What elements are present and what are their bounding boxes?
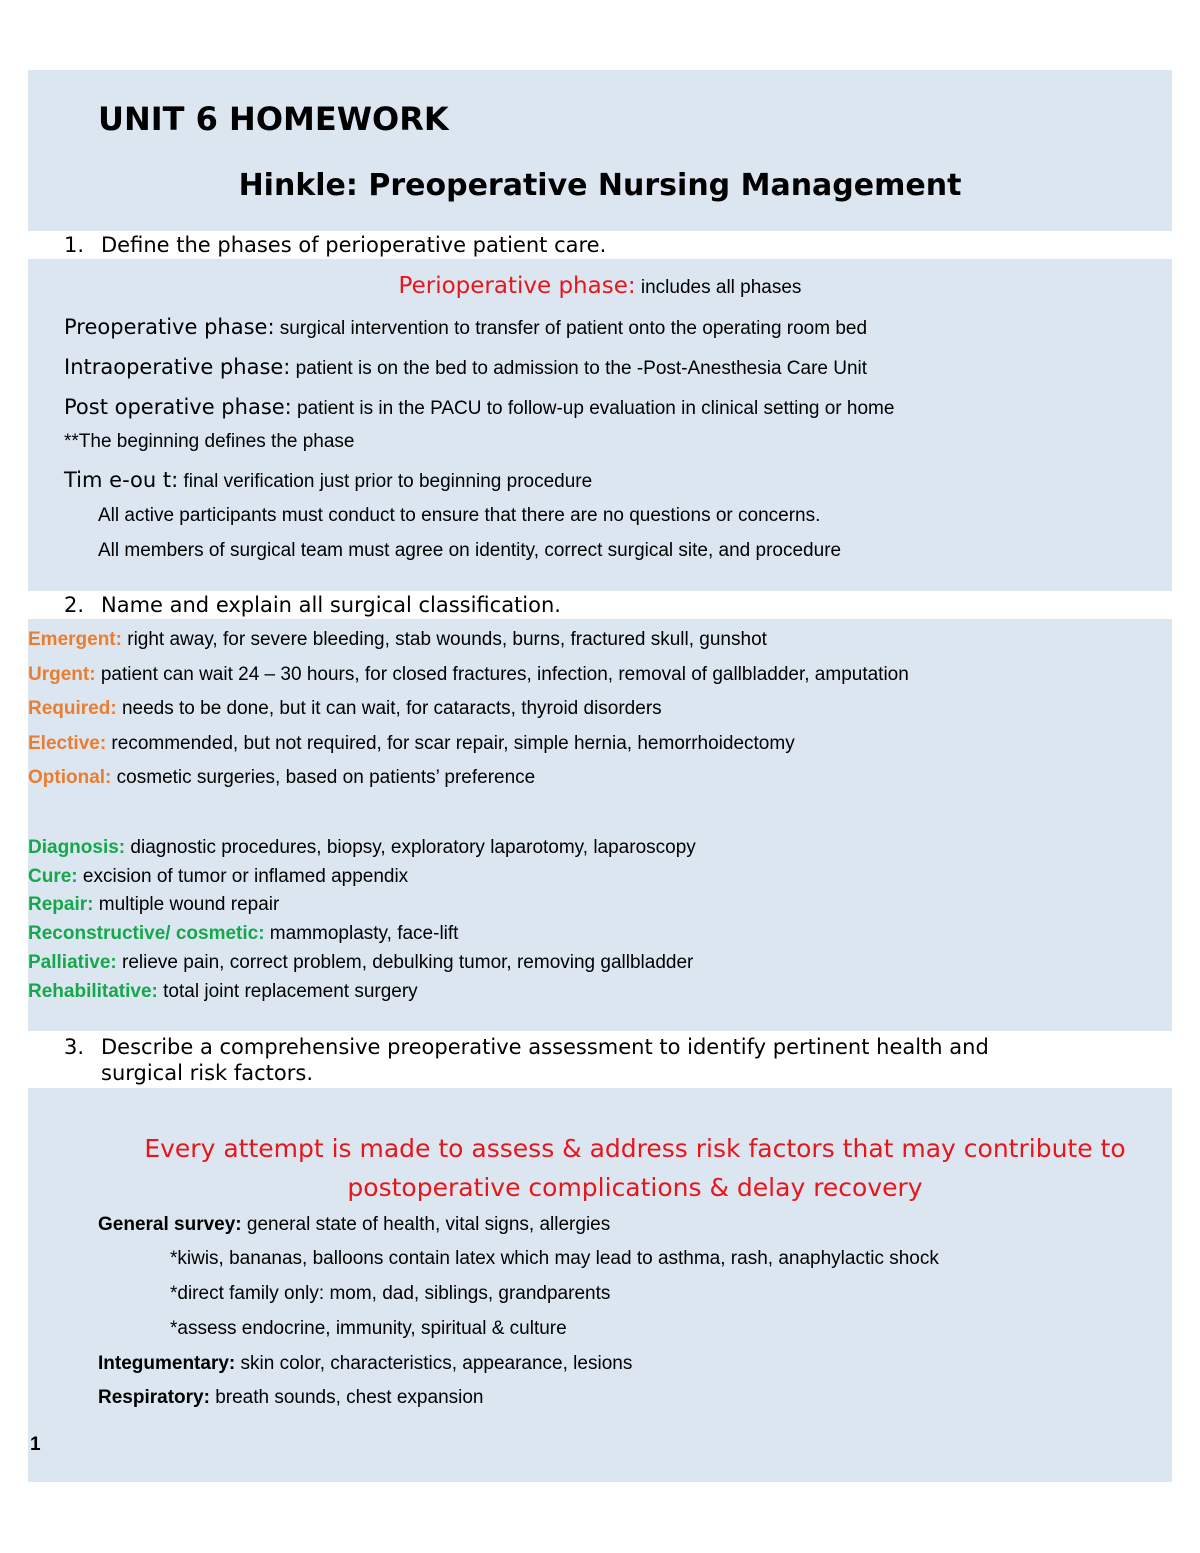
purpose-text: multiple wound repair: [93, 894, 280, 915]
phase-postoperative: [64, 395, 894, 420]
time-out-label: Tim e-ou t:: [64, 468, 179, 492]
phase-preoperative: [64, 315, 867, 340]
document-title: UNIT 6 HOMEWORK: [98, 100, 449, 138]
assessment-respiratory: [98, 1387, 484, 1409]
question-text: Describe a comprehensive preoperative assessment to identify pertinent health and: [101, 1035, 989, 1059]
purpose-repair: [28, 894, 279, 916]
classification-label: Emergent:: [28, 629, 122, 650]
phase-label: Intraoperative phase:: [64, 355, 291, 379]
question-number: 3.: [64, 1035, 85, 1059]
classification-text: cosmetic surgeries, based on patients’ preference: [111, 767, 536, 788]
assessment-general-survey: [98, 1214, 610, 1236]
assessment-note: *kiwis, bananas, balloons contain latex which may lead to asthma, rash, anaphylactic shock: [170, 1248, 939, 1269]
question-text: Define the phases of perioperative patient care.: [101, 233, 607, 257]
purpose-palliative: [28, 952, 693, 974]
assessment-text: breath sounds, chest expansion: [209, 1387, 484, 1408]
purpose-text: diagnostic procedures, biopsy, exploratory laparotomy, laparoscopy: [125, 837, 696, 858]
time-out: [64, 468, 592, 493]
question-text: surgical risk factors.: [101, 1061, 313, 1085]
classification-label: Elective:: [28, 733, 107, 754]
classification-text: needs to be done, but it can wait, for cataracts, thyroid disorders: [116, 698, 662, 719]
assessment-note: *assess endocrine, immunity, spiritual & culture: [170, 1318, 567, 1339]
classification-required: [28, 698, 662, 720]
question-1: [64, 233, 606, 257]
classification-label: Optional:: [28, 767, 112, 788]
purpose-reconstructive: [28, 923, 458, 945]
classification-label: Required:: [28, 698, 117, 719]
phase-text: patient is in the PACU to follow-up evaluation in clinical setting or home: [291, 398, 895, 419]
classification-urgent: [28, 664, 909, 686]
perioperative-text: includes all phases: [635, 277, 802, 298]
assessment-text: general state of health, vital signs, allergies: [241, 1214, 611, 1235]
classification-text: recommended, but not required, for scar repair, simple hernia, hemorrhoidectomy: [106, 733, 795, 754]
classification-label: Urgent:: [28, 664, 96, 685]
purpose-text: excision of tumor or inflamed appendix: [77, 866, 409, 887]
assessment-label: Integumentary:: [98, 1353, 236, 1374]
perioperative-phase: [0, 273, 1200, 299]
perioperative-label: Perioperative phase:: [398, 273, 636, 299]
purpose-diagnosis: [28, 837, 696, 859]
purpose-text: total joint replacement surgery: [157, 981, 418, 1002]
purpose-label: Diagnosis:: [28, 837, 126, 858]
question-number: 1.: [64, 233, 85, 257]
time-out-detail: All members of surgical team must agree on identity, correct surgical site, and procedure: [98, 540, 842, 561]
purpose-label: Palliative:: [28, 952, 117, 973]
question-text: Name and explain all surgical classification.: [101, 593, 561, 617]
classification-emergent: [28, 629, 767, 651]
phase-text: patient is on the bed to admission to the -Post-Anesthesia Care Unit: [290, 358, 868, 379]
purpose-cure: [28, 866, 408, 888]
document-subtitle: Hinkle: Preoperative Nursing Management: [238, 168, 962, 203]
purpose-text: relieve pain, correct problem, debulking tumor, removing gallbladder: [116, 952, 694, 973]
assessment-label: General survey:: [98, 1214, 242, 1235]
phase-note: **The beginning defines the phase: [64, 431, 355, 452]
time-out-detail: All active participants must conduct to ensure that there are no questions or concerns.: [98, 505, 821, 526]
classification-text: right away, for severe bleeding, stab wounds, burns, fractured skull, gunshot: [121, 629, 767, 650]
question-2: [64, 593, 561, 617]
assessment-label: Respiratory:: [98, 1387, 210, 1408]
phase-intraoperative: [64, 355, 867, 380]
assessment-text: skin color, characteristics, appearance, lesions: [235, 1353, 633, 1374]
classification-optional: [28, 767, 535, 789]
purpose-label: Cure:: [28, 866, 78, 887]
purpose-label: Repair:: [28, 894, 94, 915]
purpose-text: mammoplasty, face-lift: [264, 923, 459, 944]
purpose-label: Reconstructive/ cosmetic:: [28, 923, 265, 944]
assessment-integumentary: [98, 1353, 632, 1375]
purpose-label: Rehabilitative:: [28, 981, 158, 1002]
phase-text: surgical intervention to transfer of patient onto the operating room bed: [274, 318, 868, 339]
phase-label: Preoperative phase:: [64, 315, 275, 339]
risk-highlight-line: postoperative complications & delay recovery: [347, 1173, 923, 1202]
purpose-rehabilitative: [28, 981, 418, 1003]
classification-text: patient can wait 24 – 30 hours, for closed fractures, infection, removal of gallbladder, amputation: [95, 664, 909, 685]
question-3: [64, 1034, 989, 1086]
time-out-text: final verification just prior to beginning procedure: [178, 471, 593, 492]
page-number: 1: [30, 1434, 41, 1455]
assessment-note: *direct family only: mom, dad, siblings, grandparents: [170, 1283, 611, 1304]
question-number: 2.: [64, 593, 85, 617]
phase-label: Post operative phase:: [64, 395, 292, 419]
risk-highlight-line: Every attempt is made to assess & address risk factors that may contribute to: [144, 1134, 1126, 1163]
classification-elective: [28, 733, 795, 755]
